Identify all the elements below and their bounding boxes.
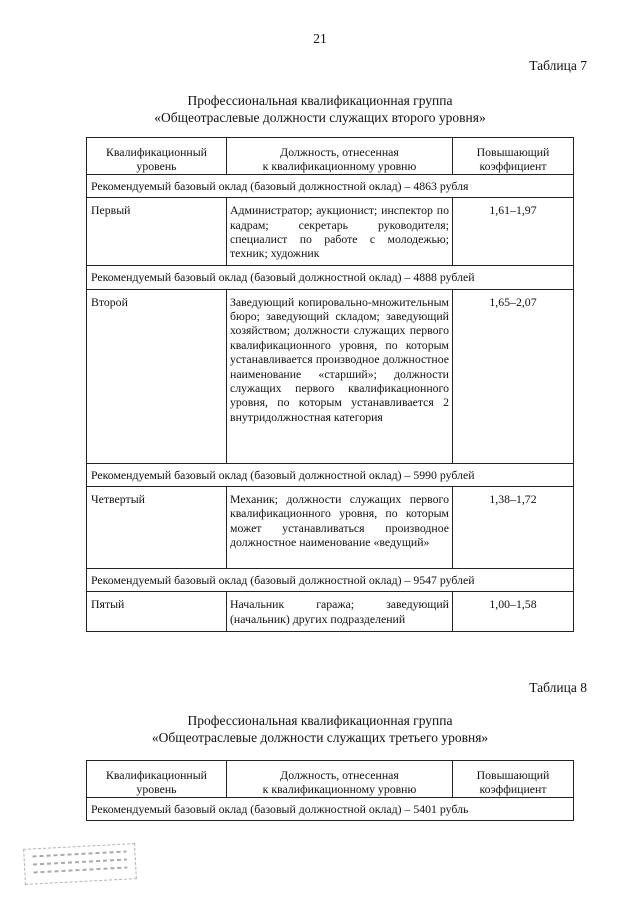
salary-text: Рекомендуемый базовый оклад (базовый должностной оклад) – 4888 рублей xyxy=(87,266,574,289)
coefficient-cell: 1,61–1,97 xyxy=(453,198,574,266)
salary-text: Рекомендуемый базовый оклад (базовый должностной оклад) – 9547 рублей xyxy=(87,569,574,592)
table-7 xyxy=(86,137,574,632)
header-level-line-2: уровень xyxy=(136,782,177,797)
table-7-title-line-2: «Общеотраслевые должности служащих второго уровня» xyxy=(154,110,486,125)
coefficient-cell: 1,38–1,72 xyxy=(453,487,574,569)
header-coefficient xyxy=(453,761,574,798)
salary-row xyxy=(87,569,574,592)
header-level-line-1: Квалификационный xyxy=(106,145,207,159)
level-cell: Второй xyxy=(87,289,227,463)
level-cell: Четвертый xyxy=(87,487,227,569)
salary-row xyxy=(87,797,574,820)
positions-cell: Начальник гаража; заведующий (начальник) других подразделений xyxy=(227,592,453,632)
salary-row xyxy=(87,463,574,486)
table-8-title-line-1: Профессиональная квалификационная группа xyxy=(187,713,453,728)
level-cell: Пятый xyxy=(87,592,227,632)
positions-cell: Администратор; аукционист; инспектор по кадрам; секретарь руководителя; специалист по работе с молодежью; техник; художник xyxy=(227,198,453,266)
header-position-line-1: Должность, отнесенная xyxy=(280,768,399,782)
header-coefficient-line-2: коэффициент xyxy=(479,782,547,797)
table-8-label: Таблица 8 xyxy=(529,680,587,695)
table-8-title xyxy=(0,712,640,746)
coefficient-cell: 1,00–1,58 xyxy=(453,592,574,632)
positions-cell: Механик; должности служащих первого квалификационного уровня, по которым может устанавливаться производное должностное наименование «ведущий» xyxy=(227,487,453,569)
salary-row xyxy=(87,174,574,197)
table-row xyxy=(87,198,574,266)
table-8-header-row xyxy=(87,761,574,798)
level-cell: Первый xyxy=(87,198,227,266)
header-coefficient xyxy=(453,138,574,175)
header-position-line-1: Должность, отнесенная xyxy=(280,145,399,159)
salary-text: Рекомендуемый базовый оклад (базовый должностной оклад) – 5401 рубль xyxy=(87,797,574,820)
table-row xyxy=(87,289,574,463)
table-7-title-line-1: Профессиональная квалификационная группа xyxy=(187,93,453,108)
table-7-label: Таблица 7 xyxy=(529,58,587,73)
table-8 xyxy=(86,760,574,821)
header-position-line-2: к квалификационному уровню xyxy=(262,159,417,174)
header-level-line-1: Квалификационный xyxy=(106,768,207,782)
header-coefficient-line-1: Повышающий xyxy=(476,768,550,782)
table-row xyxy=(87,592,574,632)
stamp-image xyxy=(23,843,137,885)
table-row xyxy=(87,487,574,569)
header-position xyxy=(227,761,453,798)
header-position-line-2: к квалификационному уровню xyxy=(262,782,417,797)
header-coefficient-line-1: Повышающий xyxy=(476,145,550,159)
header-level xyxy=(87,761,227,798)
salary-text: Рекомендуемый базовый оклад (базовый должностной оклад) – 4863 рубля xyxy=(87,174,574,197)
header-level-line-2: уровень xyxy=(136,159,177,174)
table-7-header-row xyxy=(87,138,574,175)
header-position xyxy=(227,138,453,175)
table-7-title xyxy=(0,92,640,126)
header-coefficient-line-2: коэффициент xyxy=(479,159,547,174)
page-number: 21 xyxy=(313,31,327,46)
coefficient-cell: 1,65–2,07 xyxy=(453,289,574,463)
positions-cell: Заведующий копировально-множительным бюро; заведующий складом; заведующий хозяйством; должности служащих первого квалификационного уровня, по которым устанавливается производное должностное наименование «старший»; должности служащих первого квалификационного уровня, по которым устанавливается 2 внутридолжностная категория xyxy=(227,289,453,463)
header-level xyxy=(87,138,227,175)
salary-text: Рекомендуемый базовый оклад (базовый должностной оклад) – 5990 рублей xyxy=(87,463,574,486)
salary-row xyxy=(87,266,574,289)
table-8-title-line-2: «Общеотраслевые должности служащих третьего уровня» xyxy=(151,730,489,745)
